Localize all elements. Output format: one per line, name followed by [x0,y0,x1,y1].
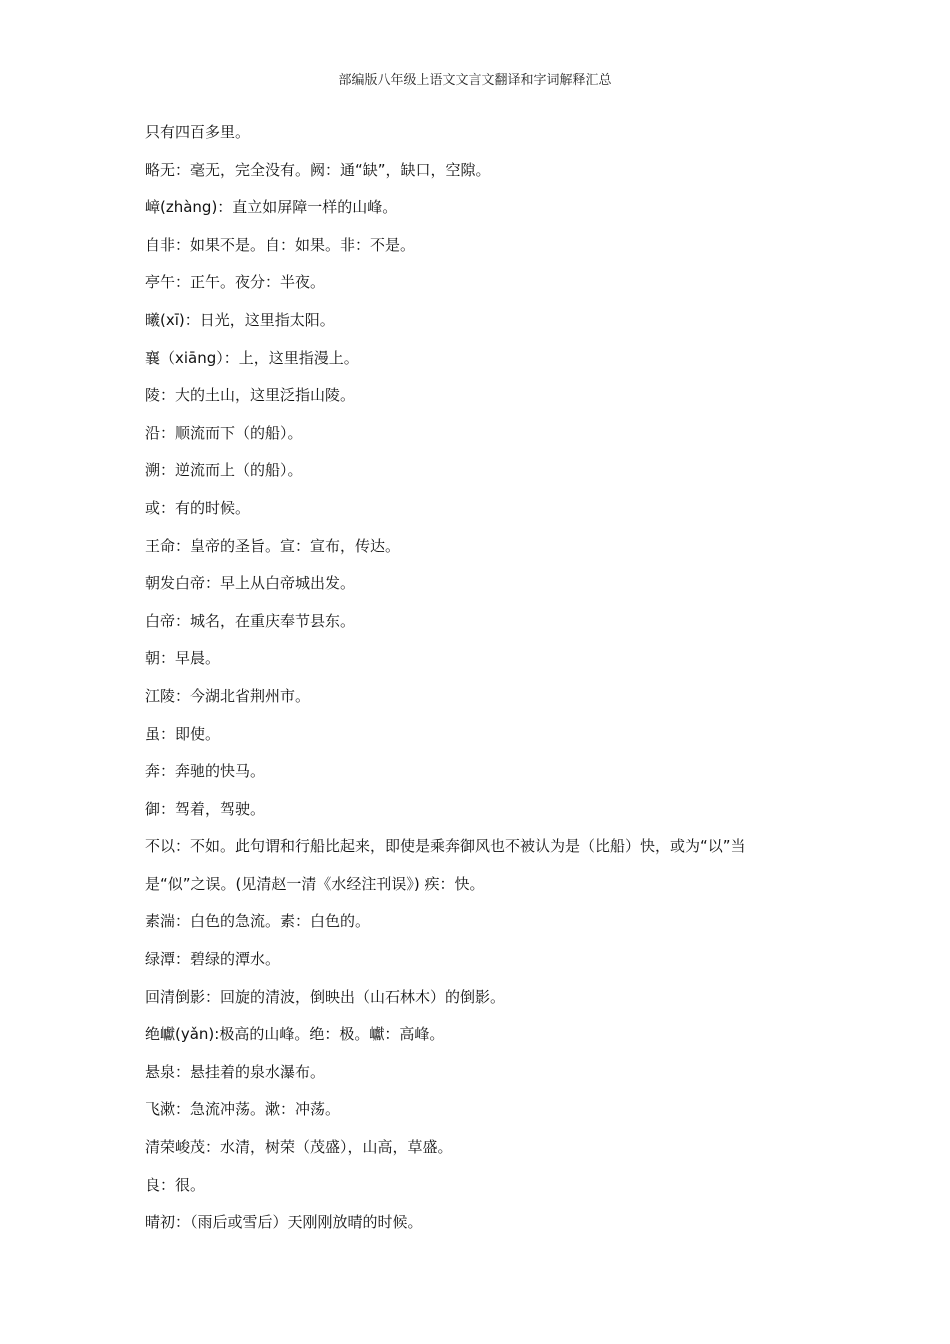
text-line: 回清倒影：回旋的清波，倒映出（山石林木）的倒影。 [145,987,506,1006]
text-line: 素湍：白色的急流。素：白色的。 [145,912,371,931]
text-line: 御：驾着，驾驶。 [145,799,266,818]
text-line: 嶂(zhàng)：直立如屏障一样的山峰。 [145,198,398,217]
text-line: 略无：毫无，完全没有。阙：通“缺”，缺口，空隙。 [145,160,491,179]
text-line: 朝发白帝：早上从白帝城出发。 [145,574,356,593]
text-line: 飞漱：急流冲荡。漱：冲荡。 [145,1100,341,1119]
page-header: 部编版八年级上语文文言文翻译和字词解释汇总 [338,73,612,88]
text-line: 王命：皇帝的圣旨。宣：宣布，传达。 [145,536,401,555]
text-line: 白帝：城名，在重庆奉节县东。 [145,611,356,630]
text-line: 是“似”之误。(见清赵一清《水经注刊误》) 疾：快。 [145,874,485,893]
text-line: 朝：早晨。 [145,649,221,668]
text-line: 襄（xiāng）：上，这里指漫上。 [145,348,359,367]
text-line: 奔：奔驰的快马。 [145,762,266,781]
text-line: 良：很。 [145,1175,206,1194]
text-line: 绿潭：碧绿的潭水。 [145,950,281,969]
text-line: 悬泉：悬挂着的泉水瀑布。 [145,1062,326,1081]
text-line: 江陵：今湖北省荆州市。 [145,686,311,705]
document-body [145,118,825,1246]
text-line: 沿：顺流而下（的船）。 [145,423,303,442]
text-line: 溯：逆流而上（的船）。 [145,461,303,480]
text-line: 陵：大的土山，这里泛指山陵。 [145,386,356,405]
text-line: 曦(xī)：日光，这里指太阳。 [145,310,335,329]
text-line: 或：有的时候。 [145,498,251,517]
text-line: 亭午：正午。夜分：半夜。 [145,273,326,292]
text-line: 晴初：（雨后或雪后）天刚刚放晴的时候。 [145,1213,423,1232]
text-line: 清荣峻茂：水清，树荣（茂盛），山高，草盛。 [145,1138,453,1157]
text-line: 只有四百多里。 [145,123,251,141]
text-line: 自非：如果不是。自：如果。非：不是。 [145,235,416,254]
text-line: 绝巘(yǎn):极高的山峰。绝：极。巘：高峰。 [145,1025,445,1044]
text-line: 虽：即使。 [145,724,221,743]
text-line: 不以：不如。此句谓和行船比起来，即使是乘奔御风也不被认为是（比船）快，或为“以”当 [145,837,746,856]
